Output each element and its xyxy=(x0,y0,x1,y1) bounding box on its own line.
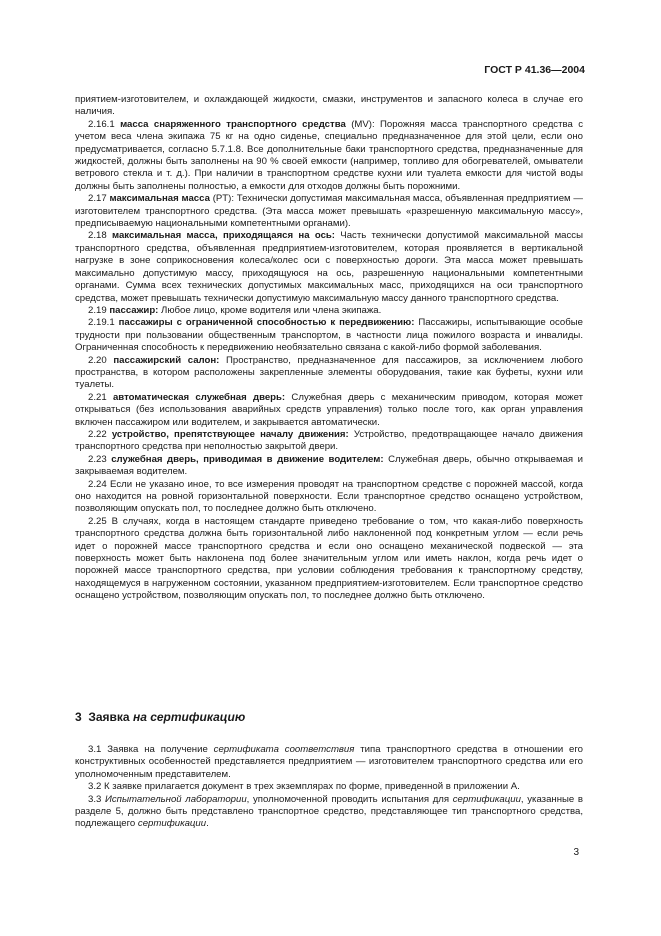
paragraph-continuation: приятием-изготовителем, и охлаждающей жидкости, смазки, инструментов и запасного колеса в случае его наличия. xyxy=(75,94,583,118)
definition-text: Любое лицо, кроме водителя или члена экипажа. xyxy=(158,304,382,316)
italic-term: сертификата соответствия xyxy=(213,744,355,755)
paragraph-2-24: 2.24 Если не указано иное, то все измерения проводят на транспортном средстве с порожней массой, когда оно находится на ровной горизонтальной поверхности. Если транспортное средство оснащено устройством, позволяющим опускать пол, то последнее должно быть отключено. xyxy=(75,478,583,515)
section-heading xyxy=(75,711,245,723)
clause-number: 2.17 xyxy=(88,193,107,205)
clause-number: 2.19 xyxy=(88,304,107,316)
term: пассажирский салон: xyxy=(113,354,220,366)
clause-number: 2.16.1 xyxy=(88,118,115,130)
definition-text: (PT): Технически допустимая максимальная масса, объявленная предприятием — изготовителем транспортного средства. (Эта масса может превышать «разрешенную максимальную массу», предписываемую национальными компетентными органами). xyxy=(75,193,584,230)
text-part: 3.3 xyxy=(88,793,105,805)
paragraph-2-17 xyxy=(75,193,583,230)
paragraph-2-18 xyxy=(75,230,583,304)
paragraph-2-19 xyxy=(75,305,583,317)
clause-number: 2.18 xyxy=(88,230,107,242)
clause-number: 2.20 xyxy=(88,354,107,366)
paragraph-2-19-1 xyxy=(75,317,583,354)
section-number: 3 xyxy=(75,710,82,724)
section-title: Заявка xyxy=(88,710,133,724)
paragraph-3-2: 3.2 К заявке прилагается документ в трех экземплярах по форме, приведенной в приложении А. xyxy=(88,781,520,793)
paragraph-2-21 xyxy=(75,392,583,429)
clause-number: 2.23 xyxy=(88,453,107,465)
term: пассажиры с ограниченной способностью к передвижению: xyxy=(118,317,415,329)
section-title-italic: на сертификацию xyxy=(132,710,246,724)
paragraph-3-1 xyxy=(75,744,583,781)
application-block xyxy=(75,744,583,831)
paragraph-2-23 xyxy=(75,454,583,479)
term: устройство, препятствующее началу движения: xyxy=(111,428,349,440)
italic-term: сертификации xyxy=(452,793,521,805)
text-part: , уполномоченной проводить испытания для xyxy=(246,793,453,805)
clause-number: 2.19.1 xyxy=(88,317,115,329)
term: максимальная масса, приходящаяся на ось: xyxy=(112,230,335,242)
definition-text: Пространство, предназначенное для пассажиров, за исключением любого пространства, в котором расположены закрепленные элементы оборудования, такие как буфеты, кухни или туалеты. xyxy=(75,354,583,391)
page-number: 3 xyxy=(573,847,579,858)
paragraph-2-16-1 xyxy=(75,119,583,193)
definition-text: (MV): Порожняя масса транспортного средства с учетом веса члена экипажа 75 кг на одно сиденье, специально предназначенное для этой цели, если оно предусматривается, согласно 5.7.1.8. Все дополнительные баки транспортного средства, предназначенные для жидкостей, должны быть заполнены на 90 % своей емкости (например, топливо для обогревателей, омыватели ветрового стекла и т. д.). При наличии в транспортном средстве кухни или туалета емкости для чистой воды должны быть заполнены полностью, а емкости для отходов должны быть порожними. xyxy=(75,118,583,192)
definition-text: Служебная дверь с механическим приводом, которая может открываться (без использования аварийных средств управления) только после того, как орган управления включен пассажиром или водителем, и закрывается автоматически. xyxy=(75,391,583,428)
definition-text: Часть технически допустимой максимальной массы транспортного средства, объявленная предприятием-изготовителем, которая проявляется в вертикальной нагрузке в зоне соприкосновения колеса/колес оси с поверхностью дороги. Эта масса может превышать максимально допустимую массу, приходящуюся на ось, разрешенную национальными компетентными органами. Сумма всех технических допустимых максимальных масс, приходящихся на оси транспортного средства, может превышать технически допустимую максимальную массу данного транспортного средства. xyxy=(75,230,583,304)
text-part: , указанные в разделе 5, должно быть представлено транспортное средство, представляющее тип транспортного средства, подлежащего xyxy=(75,793,583,830)
italic-term: Испытательной лаборатории xyxy=(105,793,247,805)
clause-number: 2.21 xyxy=(88,391,107,403)
paragraph-2-25: 2.25 В случаях, когда в настоящем стандарте приведено требование о том, что какая-либо поверхность транспортного средства должна быть горизонтальной либо наклоненной под конкретным углом — если речь идет о порожней массе транспортного средства и если оно оснащено механической подвеской — эта поверхность может быть наклонена под более значительным углом или иметь наклон, когда речь идет о порожней массе транспортного средства, при условии соблюдения требования к транспортному средству, находящемуся в нагруженном состоянии, указанном предприятием-изготовителем. Если транспортное средство оснащено устройством, позволяющим опускать пол, то последнее должно быть отключено. xyxy=(75,515,583,602)
term: служебная дверь, приводимая в движение водителем: xyxy=(111,453,384,465)
paragraph-2-22 xyxy=(75,429,583,454)
text-part: . xyxy=(206,818,209,830)
definition-text: Служебная дверь, обычно открываемая и закрываемая водителем. xyxy=(75,453,583,478)
term: пассажир: xyxy=(109,304,159,316)
definitions-block xyxy=(75,94,583,603)
italic-term: сертификации xyxy=(137,818,207,830)
term: автоматическая служебная дверь: xyxy=(112,391,286,403)
term: масса снаряженного транспортного средства xyxy=(120,118,346,130)
text-part: 3.1 Заявка на получение xyxy=(88,744,214,755)
definition-text: Пассажиры, испытывающие особые трудности при пользовании общественным транспортом, в частности лица пожилого возраста и инвалиды. Ограниченная способность к передвижению необязательно связана с какой-либо формой заболевания. xyxy=(75,317,583,354)
clause-number: 2.22 xyxy=(88,428,107,440)
paragraph-3-3 xyxy=(75,794,583,831)
definition-text: Устройство, предотвращающее начало движения транспортного средства при неполностью закрытой двери. xyxy=(75,428,583,453)
paragraph-2-20 xyxy=(75,355,583,392)
term: максимальная масса xyxy=(109,193,210,205)
standard-header: ГОСТ Р 41.36—2004 xyxy=(484,64,585,76)
text-part: типа транспортного средства в отношении его конструктивных особенностей представляется предприятием — изготовителем транспортного средства или его уполномоченным представителем. xyxy=(75,744,584,780)
